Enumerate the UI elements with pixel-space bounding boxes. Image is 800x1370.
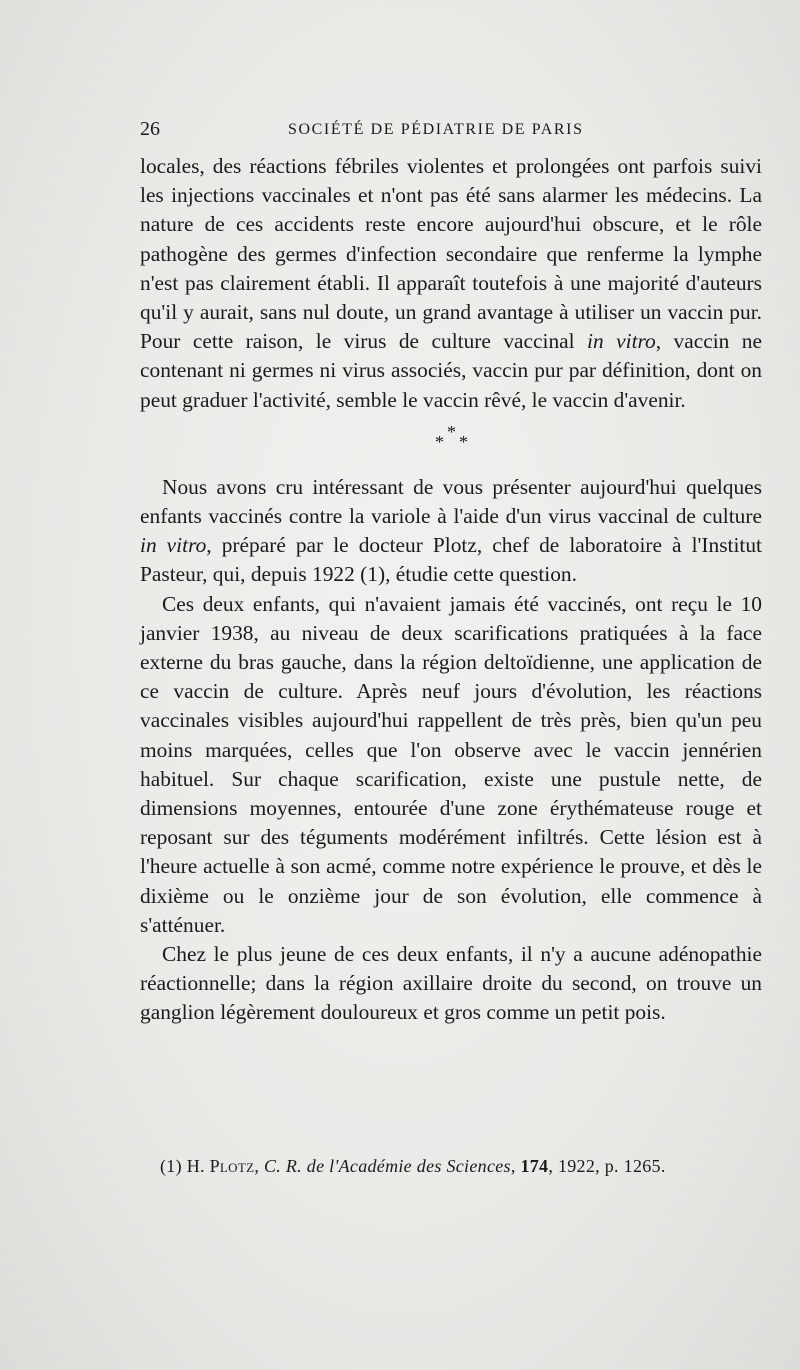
paragraph-4: Chez le plus jeune de ces deux enfants, il n'y a aucune adénopathie réactionnelle; dans la région axillaire droite du second, on trouve un ganglion légèrement douloureux et gros comme un petit pois. xyxy=(140,942,762,1025)
asterism-star-top: * xyxy=(447,421,456,442)
paragraph-3: Ces deux enfants, qui n'avaient jamais été vaccinés, ont reçu le 10 janvier 1938, au niveau de deux scarifications pratiquées à la face externe du bras gauche, dans la région deltoïdienne, une application de ce vaccin de culture. Après neuf jours d'évolution, les réactions vaccinales visibles aujourd'hui rappellent de très près, bien qu'un peu moins marquées, celles que l'on observe avec le vaccin jennérien habituel. Sur chaque scarification, existe une pustule nette, de dimensions moyennes, entourée d'une zone érythémateuse rouge et reposant sur des téguments modérément infiltrés. Cette lésion est à l'heure actuelle à son acmé, comme notre expérience le prouve, et dès le dixième ou le onzième jour de son évolution, elle commence à s'atténuer. xyxy=(140,591,762,937)
footnote-marker: (1) xyxy=(160,1156,182,1176)
page-number: 26 xyxy=(140,118,160,140)
main-text xyxy=(140,152,762,1028)
footnote-author: Plotz xyxy=(209,1156,255,1176)
paragraph-2-italic: in vitro xyxy=(140,533,207,558)
paragraph-1 xyxy=(140,152,762,415)
asterism-star-left: * xyxy=(435,431,444,452)
footnote-initial: H. xyxy=(186,1156,205,1176)
asterism-separator xyxy=(140,415,762,473)
footnote-journal: C. R. de l'Académie des Sciences xyxy=(263,1156,511,1176)
paragraph-1-text-b: , vaccin ne contenant ni germes ni virus associés, vaccin pur par définition, dont on peut graduer l'activité, semble le vaccin rêvé, le vaccin d'avenir. xyxy=(140,329,763,412)
paragraph-2 xyxy=(140,473,762,590)
paragraph-1-text-a: locales, des réactions fébriles violentes et prolongées ont parfois suivi les injections vaccinales et n'ont pas été sans alarmer les médecins. La nature de ces accidents reste encore aujourd'hui obscure, et le rôle pathogène des germes d'infection secondaire que renferme la lymphe n'est pas clairement établi. Il apparaît toutefois à une majorité d'auteurs qu'il y aurait, sans nul doute, un grand avantage à utiliser un vaccin pur. Pour cette raison, le virus de culture vaccinal xyxy=(140,154,762,354)
footnote-volume: 174 xyxy=(520,1156,549,1176)
footnote: (1) H. Plotz, C. R. de l'Académie des Sciences, 174, 1922, p. 1265. xyxy=(160,1156,666,1176)
running-title: SOCIÉTÉ DE PÉDIATRIE DE PARIS xyxy=(288,121,584,138)
running-head xyxy=(140,118,760,146)
paragraph-1-italic: in vitro xyxy=(587,329,656,354)
paragraph-2-text-b: , préparé par le docteur Plotz, chef de laboratoire à l'Institut Pasteur, qui, depuis 1922 (1), étudie cette question. xyxy=(140,533,762,587)
paragraph-2-text-a: Nous avons cru intéressant de vous présenter aujourd'hui quelques enfants vaccinés contre la variole à l'aide d'un virus vaccinal de culture xyxy=(140,474,762,529)
asterism-star-right: * xyxy=(459,431,468,452)
footnote-rest: , 1922, p. 1265. xyxy=(548,1156,666,1176)
